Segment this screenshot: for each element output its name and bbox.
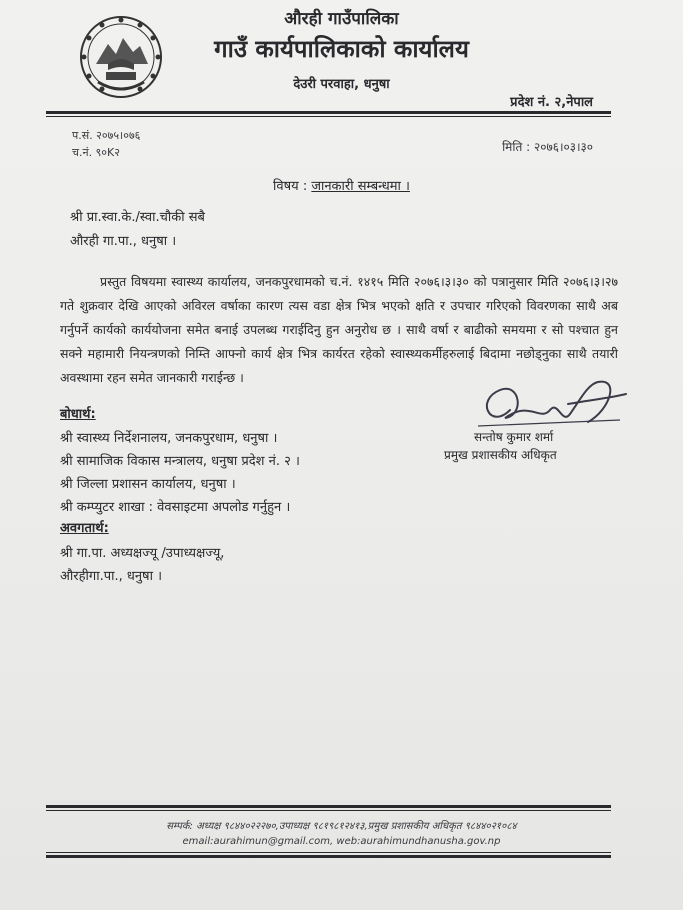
awagatarth-item: औरहीगा.पा., धनुषा । — [60, 569, 163, 584]
reference-number: प.सं. २०७५।०७६ — [72, 129, 141, 142]
bodharth-heading: बोधार्थ: — [60, 407, 96, 422]
footer-contact: सम्पर्क: अध्यक्ष ९८४४०२२२७०,उपाध्यक्ष ९८१९८१२४१३,प्रमुख प्रशासकीय अधिकृत ९८४४०२१०८४ — [166, 821, 517, 832]
office-address: देउरी परवाहा, धनुषा — [293, 77, 390, 92]
footer-rule-bottom-thin — [46, 852, 611, 853]
letter-date: मिति : २०७६।०३।३० — [502, 140, 593, 154]
subject-line — [0, 176, 683, 194]
subject-label: विषय : — [273, 179, 312, 194]
addressee-line-2: औरही गा.पा., धनुषा । — [70, 234, 177, 249]
dispatch-number: च.नं. ९०K२ — [72, 146, 120, 159]
office-title: गाउँ कार्यपालिकाको कार्यालय — [214, 35, 469, 63]
bodharth-item: श्री सामाजिक विकास मन्त्रालय, धनुषा प्रदेश नं. २ । — [60, 454, 300, 469]
bodharth-item: श्री स्वास्थ्य निर्देशनालय, जनकपुरधाम, धनुषा । — [60, 431, 278, 446]
header-rule — [46, 111, 611, 114]
addressee-line-1: श्री प्रा.स्वा.के./स्वा.चौकी सबै — [70, 210, 205, 225]
footer-rule-bottom — [46, 855, 611, 858]
header-rule-thin — [46, 116, 611, 117]
province-label: प्रदेश नं. २,नेपाल — [510, 95, 593, 110]
awagatarth-item: श्री गा.पा. अध्यक्षज्यू /उपाध्यक्षज्यू, — [60, 546, 225, 561]
bodharth-item: श्री जिल्ला प्रशासन कार्यालय, धनुषा । — [60, 477, 236, 492]
bodharth-item: श्री कम्प्युटर शाखा : वेवसाइटमा अपलोड गर्नुहुन । — [60, 500, 291, 515]
signatory-name: सन्तोष कुमार शर्मा — [474, 430, 554, 444]
signatory-title: प्रमुख प्रशासकीय अधिकृत — [444, 448, 557, 462]
footer-web: email:aurahimun@gmail.com, web:aurahimundhanusha.gov.np — [182, 836, 501, 847]
body-paragraph: प्रस्तुत विषयमा स्वास्थ्य कार्यालय, जनकपुरधामको च.नं. १४१५ मिति २०७६।३।३० को पत्रानुसार मिति २०७६।३।२७ गते शुक्रवार देखि आएको अविरल वर्षाका कारण त्यस वडा क्षेत्र भित्र भएको क्षति र उपचार गरिएको विवरणका साथै अब गर्नुपर्ने कार्यको कार्ययोजना समेत बनाई उपलब्ध गराईदिनु हुन अनुरोध छ । साथै वर्षा र बाढीको समयमा र सो पश्चात हुन सक्ने महामारी नियन्त्रणको निम्ति आफ्नो कार्य क्षेत्र भित्र कार्यरत रहेको स्वास्थ्यकर्मीहरुलाई बिदामा नछोड्नुका साथै तयारी अवस्थामा रहन समेत जानकारी गराईन्छ । — [60, 274, 618, 385]
subject-text: जानकारी सम्बन्धमा । — [311, 179, 410, 194]
footer-rule-top — [46, 805, 611, 808]
awagatarth-heading: अवगतार्थ: — [60, 521, 109, 536]
footer-rule-top-thin — [46, 810, 611, 811]
municipality-name: औरही गाउँपालिका — [284, 9, 399, 29]
